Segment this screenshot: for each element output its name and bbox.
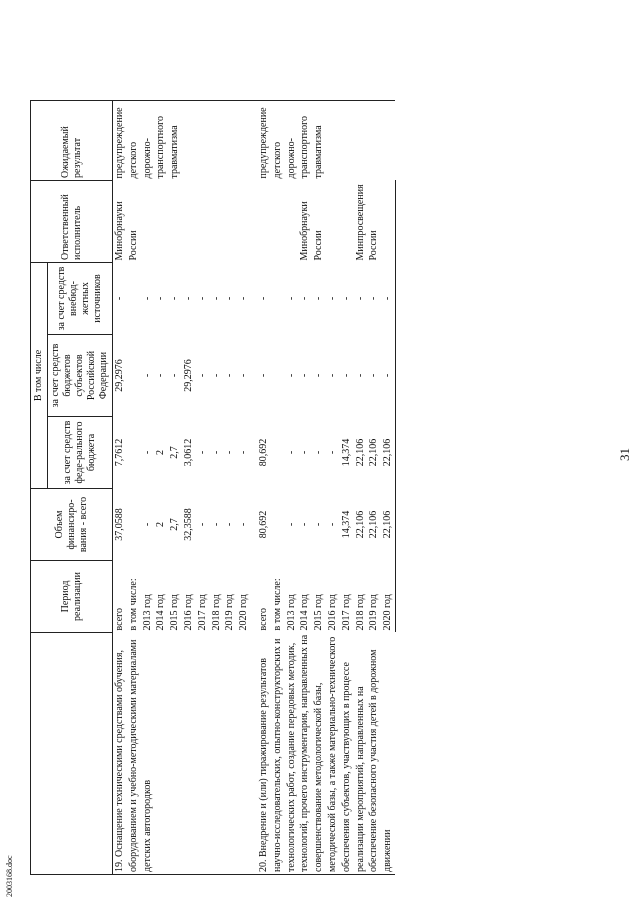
cell-federal [127,417,141,489]
cell-executor [271,181,285,263]
cell-executor [285,181,299,263]
cell-federal [271,417,285,489]
cell-total: - [285,522,297,527]
cell-extra: - [299,296,311,301]
cell-period: в том числе: [127,578,139,631]
cell-federal: 2,7 [169,446,181,459]
cell-regional: - [155,373,167,378]
cell-extra: - [313,296,325,301]
cell-period: 2019 год [224,594,236,631]
header-total: Объем финансиро-вания - всего [31,489,113,561]
cell-total: - [196,522,208,527]
cell-regional: - [210,373,222,378]
cell-extra: - [354,296,366,301]
header-in-that: В том числе [31,263,48,489]
cell-period: 2019 год [368,594,380,631]
cell-federal: - [285,450,297,455]
cell-total: - [313,522,325,527]
cell-regional: - [224,373,236,378]
cell-total: 14,374 [340,510,352,539]
cell-total: - [326,522,338,527]
cell-regional: - [368,373,380,378]
cell-federal: - [141,450,153,455]
cell-total: 22,106 [368,510,380,539]
cell-regional [127,335,141,417]
cell-regional [271,335,285,417]
cell-total: - [210,522,222,527]
cell-federal: 3,0612 [182,438,194,467]
cell-regional: - [196,373,208,378]
cell-period: 2016 год [182,594,194,631]
cell-total: 32,3588 [182,508,194,541]
cell-federal: 2 [155,450,167,455]
cell-period: всего [114,607,125,631]
cell-executor [210,181,224,263]
cell-extra: - [285,296,297,301]
header-result: Ожидаемый результат [31,101,113,181]
cell-executor [257,181,271,263]
cell-period: 2013 год [141,594,153,631]
cell-executor [340,181,354,263]
cell-federal: 22,106 [354,438,366,467]
cell-regional: - [141,373,153,378]
cell-period: 2018 год [210,594,222,631]
cell-extra [127,263,141,335]
cell-regional: - [354,373,366,378]
cell-extra: - [381,263,395,335]
table-row [113,30,127,875]
cell-federal: 22,106 [368,438,380,467]
cell-period: 2014 год [299,594,311,631]
financing-table [30,29,396,875]
cell-total [271,489,285,561]
cell-period: 2020 год [238,594,250,631]
cell-executor: России [368,230,380,261]
cell-federal: - [196,450,208,455]
header-extra: за счет средств внебюд-жетных источников [48,263,113,335]
header-measure [31,633,113,875]
cell-period: 2014 год [155,594,167,631]
cell-period: 2020 год [381,561,395,633]
cell-regional: - [326,373,338,378]
cell-regional: - [169,373,181,378]
cell-executor: Минпросвещения [354,184,366,261]
cell-federal: - [238,450,250,455]
expected-result: предупреждение детского дорожно-транспортного травматизма [257,101,395,181]
cell-regional: - [340,373,352,378]
cell-extra: - [182,296,194,301]
header-executor: Ответственный исполнитель [31,181,113,263]
cell-period: в том числе: [271,578,283,631]
cell-executor [237,181,251,263]
cell-extra: - [155,296,167,301]
cell-executor [381,181,395,263]
cell-extra: - [368,296,380,301]
measure-title: 19. Оснащение техническими средствами обучения, оборудованием и учебно-методическими материалами детских автогородков [113,633,251,875]
cell-total: 2,7 [169,518,181,531]
cell-period: всего [257,607,269,631]
cell-executor [141,181,155,263]
cell-extra: - [224,296,236,301]
cell-federal: 80,692 [257,438,269,467]
cell-federal: - [313,450,325,455]
cell-extra: - [196,296,208,301]
cell-total: 22,106 [354,510,366,539]
cell-executor [196,181,210,263]
cell-regional: - [299,373,311,378]
cell-regional: 29,2976 [182,359,194,392]
cell-federal: 7,7612 [114,438,125,467]
cell-federal: - [224,450,236,455]
header-regional: за счет средств бюджетов субъектов Российской Федерации [48,335,113,417]
cell-extra: - [238,296,250,301]
cell-regional: - [313,373,325,378]
cell-extra: - [210,296,222,301]
cell-federal: - [299,450,311,455]
cell-extra: - [114,296,125,301]
cell-executor [168,181,182,263]
cell-extra: - [141,296,153,301]
table-body [113,30,396,875]
cell-regional: - [381,335,395,417]
cell-executor: России [313,230,325,261]
cell-regional: - [238,373,250,378]
cell-extra [271,263,285,335]
table-row [257,30,271,875]
cell-period: 2018 год [354,594,366,631]
cell-regional: - [285,373,297,378]
cell-executor [223,181,237,263]
cell-total: 22,106 [381,489,395,561]
cell-total: - [224,522,236,527]
cell-period: 2016 год [326,594,338,631]
footer-filename: 2003168.doc [5,855,14,897]
cell-period: 2015 год [313,594,325,631]
cell-extra: - [340,296,352,301]
cell-total: 80,692 [257,510,269,539]
cell-executor [326,181,340,263]
cell-federal: - [210,450,222,455]
header-period: Период реализации [31,561,113,633]
cell-federal: - [326,450,338,455]
cell-regional: 29,2976 [114,359,125,392]
cell-federal: 14,374 [340,438,352,467]
cell-extra: - [326,296,338,301]
cell-total: - [299,522,311,527]
cell-executor: России [127,230,139,261]
cell-regional: - [257,373,269,378]
cell-total: 2 [155,522,167,527]
cell-extra: - [257,296,269,301]
cell-extra: - [169,296,181,301]
cell-period: 2015 год [169,594,181,631]
cell-total: 37,0588 [114,508,125,541]
cell-total [127,489,141,561]
cell-period: 2017 год [340,594,352,631]
expected-result: предупреждение детского дорожно-транспортного травматизма [113,101,251,181]
header-federal: за счет средств феде-рального бюджета [48,417,113,489]
cell-executor [154,181,168,263]
cell-period: 2017 год [196,594,208,631]
cell-total: - [238,522,250,527]
page-number: 31 [617,448,632,461]
cell-federal: 22,106 [381,417,395,489]
cell-total: - [141,522,153,527]
cell-executor: Минобрнауки [114,201,125,261]
cell-period: 2013 год [285,594,297,631]
cell-executor [182,181,196,263]
cell-executor: Минобрнауки [299,201,311,261]
measure-title: 20. Внедрение и (или) тиражирование результатов научно-исследовательских, опытно-конструкторских и технологических работ, создание передовых методик, технологий, прочего инструментария, направленных на совершенствование методологической базы, методической базы, а также материально-технического обеспечения субъектов, участвующих в процессе реализации мероприятий, направленных на обеспечение безопасного участия детей в дорожном движении [257,633,395,875]
